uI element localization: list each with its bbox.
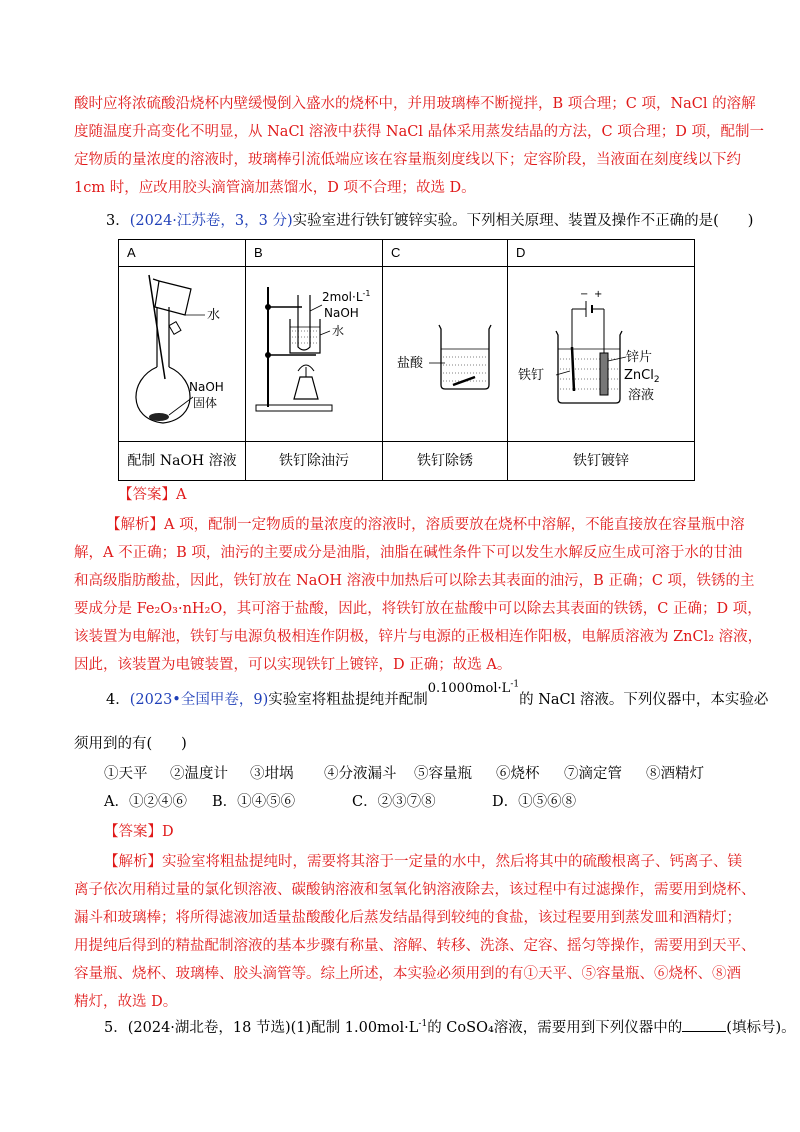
q5-text-b: 的 CoSO₄溶液，需要用到下列仪器中的 bbox=[427, 1020, 683, 1036]
q4-text-b: 的 NaCl 溶液。下列仪器中，本实验必 bbox=[519, 692, 769, 708]
col-header-b: B bbox=[246, 240, 383, 267]
zinc-plating-diagram bbox=[508, 267, 686, 437]
analysis-line: 该装置为电解池，铁钉与电源负极相连作阴极，锌片与电源的正极相连作阳极，电解质溶液为 ZnCl₂ 溶液， bbox=[74, 629, 763, 645]
q3-number: 3． bbox=[106, 213, 130, 229]
caption-c: 铁钉除锈 bbox=[383, 442, 508, 481]
caption-b: 铁钉除油污 bbox=[246, 442, 383, 481]
q5-stem bbox=[104, 1016, 796, 1037]
label-hydrochloric-acid: 盐酸 bbox=[397, 356, 424, 371]
q4-analysis bbox=[74, 848, 756, 1016]
analysis-line: 精灯，故选 D。 bbox=[74, 994, 178, 1010]
q5-exp: -1 bbox=[418, 1019, 428, 1030]
q5-number: 5． bbox=[104, 1020, 128, 1036]
diagram-c-cell bbox=[383, 267, 508, 442]
label-naoh-b: NaOH bbox=[324, 306, 359, 320]
col-header-d: D bbox=[508, 240, 695, 267]
prev-analysis-line: 定物质的量浓度的溶液时，玻璃棒引流低端应该在容量瓶刻度线以下；定容阶段，当液面在刻度线以下约 bbox=[74, 152, 741, 168]
q4-text-a: 实验室将粗盐提纯并配制 bbox=[268, 692, 428, 708]
instrument-item: ①天平 bbox=[104, 766, 148, 782]
q4-source: (2023•全国甲卷，9) bbox=[129, 692, 269, 708]
analysis-line: 解，A 不正确；B 项，油污的主要成分是油脂，油脂在碱性条件下可以发生水解反应生成可溶于水的甘油 bbox=[74, 545, 743, 561]
analysis-line: 用提纯后得到的精盐配制溶液的基本步骤有称量、溶解、转移、洗涤、定容、摇匀等操作，需要用到天平、 bbox=[74, 938, 756, 954]
answer-value: A bbox=[176, 487, 187, 503]
answer-label: 【答案】 bbox=[104, 824, 162, 840]
analysis-line: 因此，该装置为电镀装置，可以实现铁钉上镀锌，D 正确；故选 A。 bbox=[74, 657, 512, 673]
q4-answer bbox=[104, 820, 744, 841]
diagram-a-cell bbox=[119, 267, 246, 442]
q5-source: (2024·湖北卷，18 节选) bbox=[127, 1020, 291, 1036]
label-concentration: $2mol\cdot L^{-1}$ bbox=[322, 289, 371, 304]
instrument-item: ④分液漏斗 bbox=[324, 766, 397, 782]
analysis-line: 漏斗和玻璃棒；将所得滤液加适量盐酸酸化后蒸发结晶得到较纯的食盐，该过程要用到蒸发皿和酒精灯； bbox=[74, 910, 741, 926]
option-a[interactable]: A．①②④⑥ bbox=[104, 794, 187, 810]
col-header-c: C bbox=[383, 240, 508, 267]
prev-analysis-line: 酸时应将浓硫酸沿烧杯内壁缓慢倒入盛水的烧杯中，并用玻璃棒不断搅拌，B 项合理；C 项，NaCl 的溶解 bbox=[74, 96, 756, 112]
analysis-line: 【解析】A 项，配制一定物质的量浓度的溶液时，溶质要放在烧杯中溶解，不能直接放在容量瓶中溶 bbox=[106, 517, 745, 533]
diagram-b-cell bbox=[246, 267, 383, 442]
caption-a: 配制 NaOH 溶液 bbox=[119, 442, 246, 481]
option-d[interactable]: D．①⑤⑥⑧ bbox=[492, 794, 577, 810]
q3-source: (2024·江苏卷，3，3 分) bbox=[129, 213, 293, 229]
instrument-item: ⑥烧杯 bbox=[496, 766, 540, 782]
col-header-a: A bbox=[119, 240, 246, 267]
analysis-line: 【解析】实验室将粗盐提纯时，需要将其溶于一定量的水中，然后将其中的硫酸根离子、钙离子、镁 bbox=[104, 854, 742, 870]
analysis-line: 和高级脂肪酸盐，因此，铁钉放在 NaOH 溶液中加热后可以除去其表面的油污，B 正确；C 项，铁锈的主 bbox=[74, 573, 755, 589]
answer-blank[interactable] bbox=[682, 1017, 726, 1032]
label-solution: 溶液 bbox=[628, 388, 655, 403]
instrument-item: ⑤容量瓶 bbox=[414, 766, 472, 782]
label-iron-nail: 铁钉 bbox=[518, 368, 545, 383]
label-minus: − bbox=[580, 289, 589, 300]
q3-analysis bbox=[74, 511, 763, 679]
q3-stem bbox=[106, 209, 754, 230]
option-c[interactable]: C．②③⑦⑧ bbox=[352, 794, 436, 810]
prev-analysis-line: 1cm 时，应改用胶头滴管滴加蒸馏水，D 项不合理；故选 D。 bbox=[74, 180, 476, 196]
q4-concentration: $0.1000mol\cdot L^{-1}$ bbox=[427, 679, 520, 696]
prev-analysis bbox=[74, 90, 764, 202]
instrument-item: ②温度计 bbox=[170, 766, 228, 782]
analysis-line: 容量瓶、烧杯、玻璃棒、胶头滴管等。综上所述，本实验必须用到的有①天平、⑤容量瓶、⑥烧杯、⑧酒 bbox=[74, 966, 741, 982]
answer-label: 【答案】 bbox=[118, 487, 176, 503]
analysis-line: 离子依次用稍过量的氯化钡溶液、碳酸钠溶液和氢氧化钠溶液除去，该过程中有过滤操作，需要用到烧杯、 bbox=[74, 882, 756, 898]
diagram-d-cell bbox=[508, 267, 695, 442]
instrument-item: ⑧酒精灯 bbox=[646, 766, 704, 782]
label-naoh: NaOH bbox=[189, 380, 224, 394]
volumetric-flask-diagram bbox=[119, 267, 237, 437]
q3-answer bbox=[118, 483, 758, 504]
answer-value: D bbox=[162, 824, 174, 840]
caption-d: 铁钉镀锌 bbox=[508, 442, 695, 481]
label-water-b: 水 bbox=[332, 324, 345, 338]
label-zinc-plate: 锌片 bbox=[626, 350, 653, 365]
option-b[interactable]: B．①④⑤⑥ bbox=[212, 794, 296, 810]
analysis-line: 要成分是 Fe₂O₃·nH₂O，其可溶于盐酸，因此，将铁钉放在盐酸中可以除去其表面的铁锈，C 正确；D 项， bbox=[74, 601, 762, 617]
instrument-item: ⑦滴定管 bbox=[564, 766, 622, 782]
label-zncl2: ZnCl$_2$ bbox=[624, 368, 660, 385]
label-solid: 固体 bbox=[193, 396, 218, 410]
q4-stem bbox=[106, 679, 769, 709]
label-plus: + bbox=[594, 289, 603, 300]
q5-text-a: (1)配制 1.00mol·L bbox=[290, 1020, 419, 1036]
q4-stem-line2: 须用到的有( ) bbox=[74, 736, 187, 752]
rust-removal-diagram bbox=[383, 267, 499, 437]
instrument-item: ③坩埚 bbox=[250, 766, 294, 782]
apparatus-table bbox=[118, 239, 695, 481]
label-water: 水 bbox=[207, 308, 221, 323]
q3-text: 实验室进行铁钉镀锌实验。下列相关原理、装置及操作不正确的是( ) bbox=[292, 213, 754, 229]
prev-analysis-line: 度随温度升高变化不明显，从 NaCl 溶液中获得 NaCl 晶体采用蒸发结晶的方法，C 项合理；D 项，配制一 bbox=[74, 124, 764, 140]
q5-text-c: (填标号)。 bbox=[726, 1020, 796, 1036]
q4-number: 4． bbox=[106, 692, 130, 708]
degreasing-diagram bbox=[246, 267, 374, 437]
